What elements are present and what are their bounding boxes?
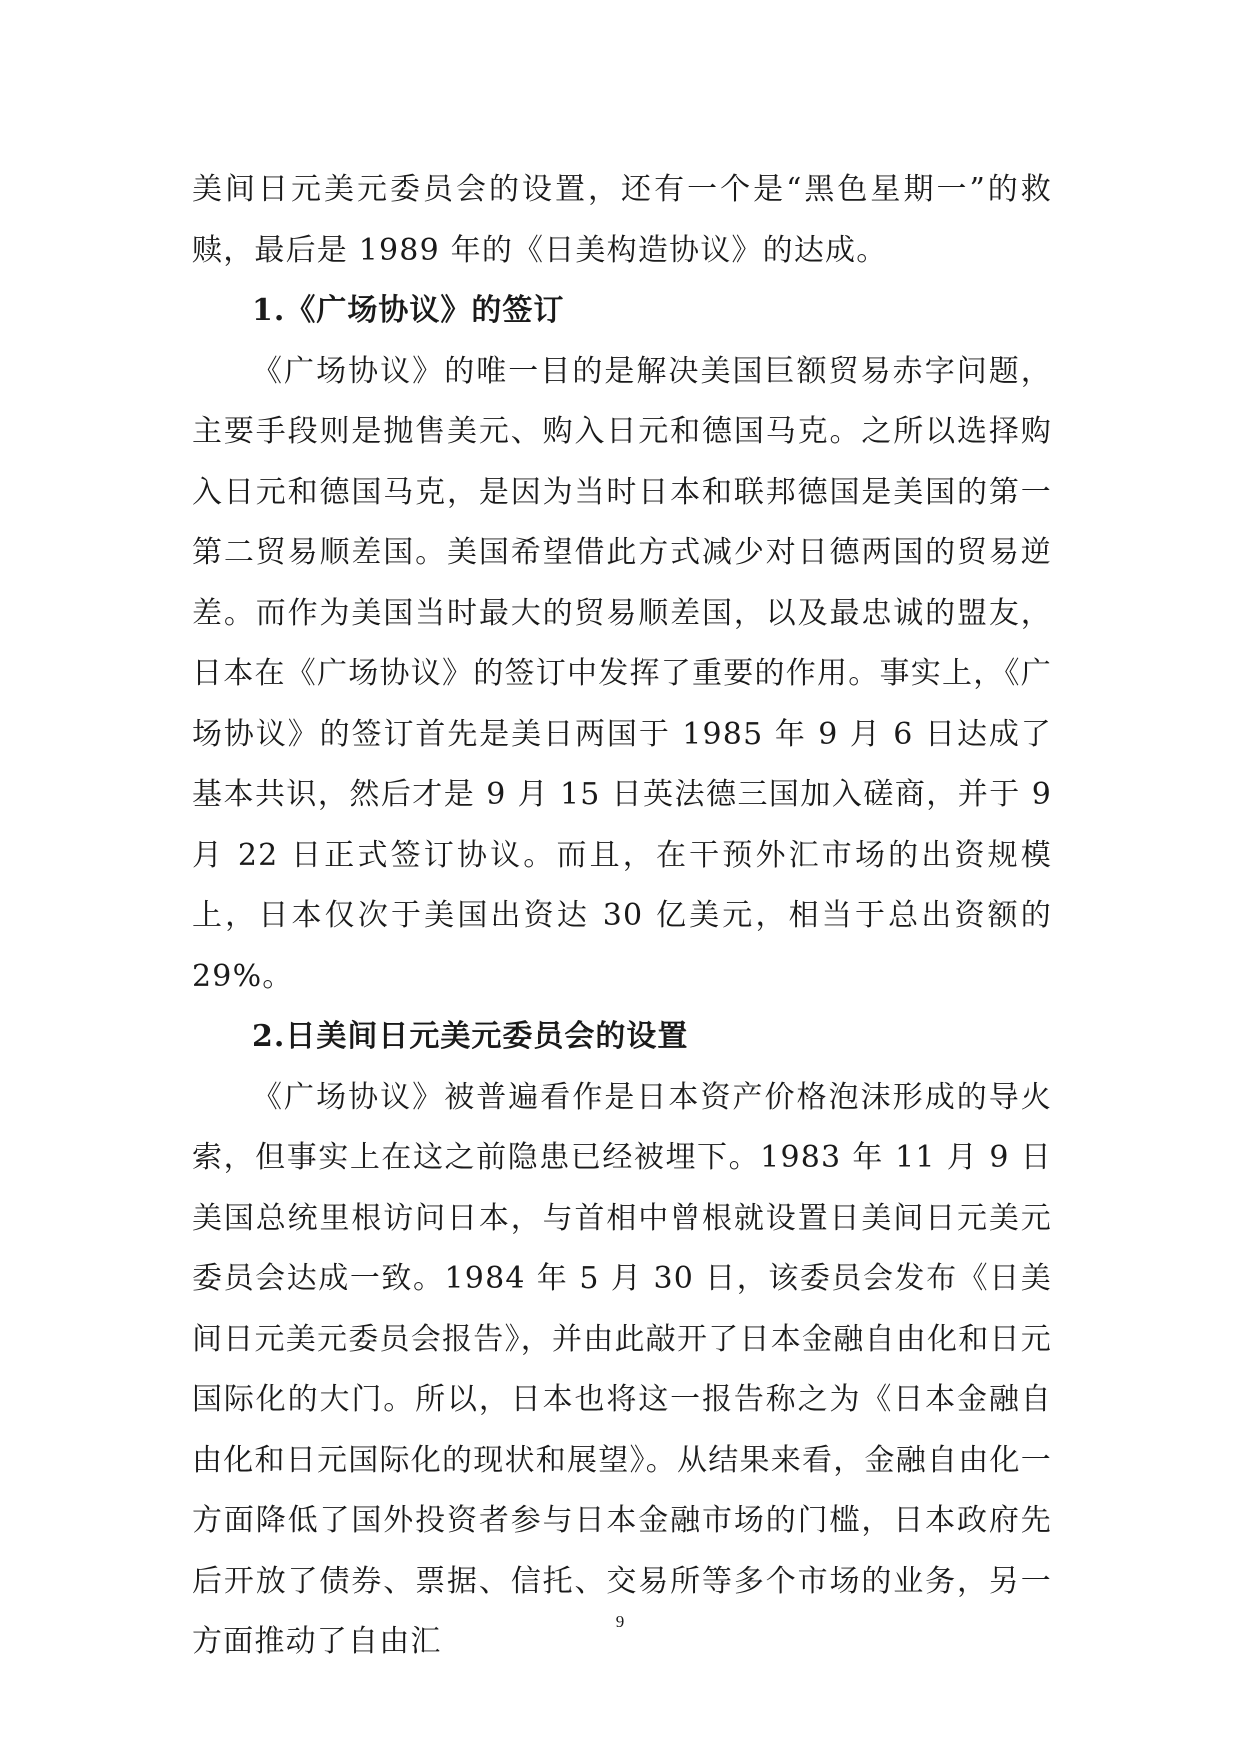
page-number: 9 [615, 1612, 625, 1631]
paragraph-plaza-accord: 《广场协议》的唯一目的是解决美国巨额贸易赤字问题，主要手段则是抛售美元、购入日元和德国马克。之所以选择购入日元和德国马克，是因为当时日本和联邦德国是美国的第一第二贸易顺差国。美国希望借此方式减少对日德两国的贸易逆差。而作为美国当时最大的贸易顺差国，以及最忠诚的盟友，日本在《广场协议》的签订中发挥了重要的作用。事实上，《广场协议》的签订首先是美日两国于 1985 年 9 月 6 日达成了基本共识，然后才是 9 月 15 日英法德三国加入磋商，并于 9 月 22 日正式签订协议。而且，在干预外汇市场的出资规模上，日本仅次于美国出资达 30 亿美元，相当于总出资额的 29%。 [192, 353, 1052, 994]
document-body [192, 160, 1052, 1673]
section-heading-yen-dollar-committee: 2.日美间日元美元委员会的设置 [252, 1019, 689, 1054]
paragraph-continuation: 美间日元美元委员会的设置，还有一个是“黑色星期一”的救赎，最后是 1989 年的《日美构造协议》的达成。 [192, 172, 1052, 268]
paragraph-yen-dollar-committee: 《广场协议》被普遍看作是日本资产价格泡沫形成的导火索，但事实上在这之前隐患已经被埋下。1983 年 11 月 9 日美国总统里根访问日本，与首相中曾根就设置日美间日元美元委员会达成一致。1984 年 5 月 30 日，该委员会发布《日美间日元美元委员会报告》，并由此敲开了日本金融自由化和日元国际化的大门。所以，日本也将这一报告称之为《日本金融自由化和日元国际化的现状和展望》。从结果来看，金融自由化一方面降低了国外投资者参与日本金融市场的门槛，日本政府先后开放了债券、票据、信托、交易所等多个市场的业务，另一方面推动了自由汇 [192, 1079, 1052, 1659]
section-heading-plaza-accord: 1.《广场协议》的签订 [252, 293, 565, 328]
